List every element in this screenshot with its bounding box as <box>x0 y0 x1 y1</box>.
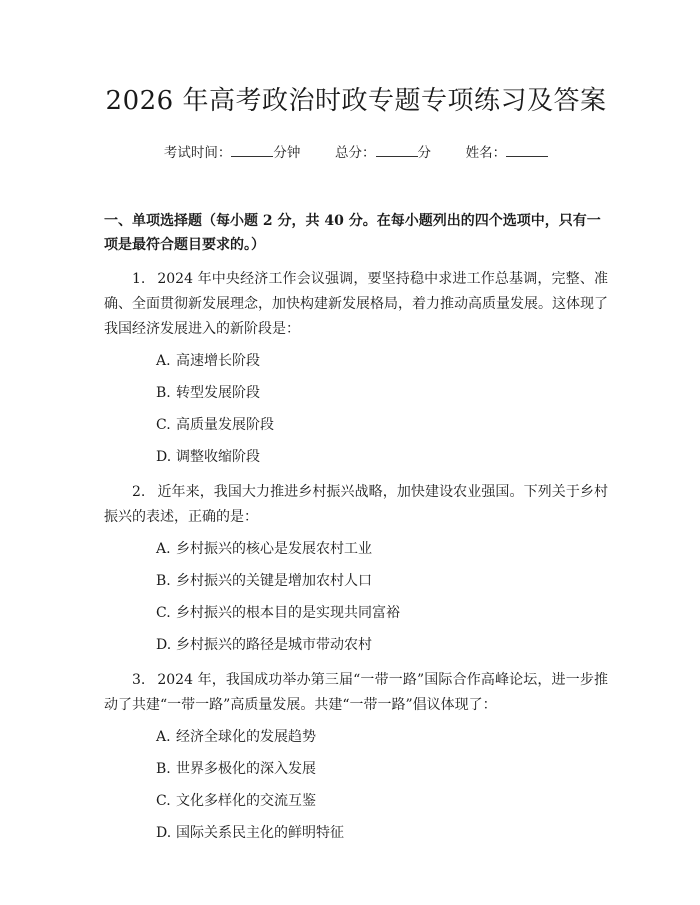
option-b <box>104 757 608 782</box>
time-unit: 分钟 <box>273 145 301 161</box>
time-label: 考试时间： <box>163 145 232 161</box>
question-number: 1. <box>132 271 146 287</box>
question-text: 2024 年，我国成功举办第三届“一带一路”国际合作高峰论坛，进一步推动了共建“一带一路”高质量发展。共建“一带一路”倡议体现了： <box>104 672 608 713</box>
option-letter: B. <box>156 761 171 777</box>
section-title: 一、单项选择题（每小题 2 分，共 40 分。在每小题列出的四个选项中，只有一项是最符合题目要求的。） <box>104 213 601 253</box>
question-3 <box>104 668 608 718</box>
option-letter: B. <box>156 385 171 401</box>
question-text: 2024 年中央经济工作会议强调，要坚持稳中求进工作总基调，完整、准确、全面贯彻新发展理念，加快构建新发展格局，着力推动高质量发展。这体现了我国经济发展进入的新阶段是： <box>104 271 608 337</box>
option-b <box>104 381 608 406</box>
option-text: 乡村振兴的核心是发展农村工业 <box>176 541 372 557</box>
option-text: 经济全球化的发展趋势 <box>176 729 316 745</box>
question-number: 2. <box>132 484 146 500</box>
option-letter: D. <box>156 637 172 653</box>
option-c <box>104 789 608 814</box>
option-text: 国际关系民主化的鲜明特征 <box>176 825 344 841</box>
option-b <box>104 569 608 594</box>
question-number: 3. <box>132 672 146 688</box>
name-blank <box>506 142 548 157</box>
option-text: 高速增长阶段 <box>176 353 260 369</box>
option-letter: D. <box>156 449 172 465</box>
option-d <box>104 633 608 658</box>
option-d <box>104 821 608 846</box>
option-text: 转型发展阶段 <box>176 385 260 401</box>
option-d <box>104 445 608 470</box>
question-2-options <box>104 537 608 658</box>
score-blank <box>376 142 418 157</box>
score-label: 总分： <box>335 145 376 161</box>
option-text: 高质量发展阶段 <box>176 417 274 433</box>
option-letter: D. <box>156 825 172 841</box>
exam-meta <box>104 142 608 163</box>
question-3-options <box>104 725 608 846</box>
option-text: 世界多极化的深入发展 <box>176 761 316 777</box>
option-a <box>104 537 608 562</box>
option-text: 调整收缩阶段 <box>176 449 260 465</box>
option-letter: A. <box>156 353 171 369</box>
option-a <box>104 349 608 374</box>
option-letter: C. <box>156 417 171 433</box>
option-letter: C. <box>156 605 171 621</box>
option-c <box>104 601 608 626</box>
option-letter: C. <box>156 793 171 809</box>
question-1 <box>104 267 608 342</box>
option-c <box>104 413 608 438</box>
option-letter: A. <box>156 729 171 745</box>
option-text: 乡村振兴的关键是增加农村人口 <box>176 573 372 589</box>
question-text: 近年来，我国大力推进乡村振兴战略，加快建设农业强国。下列关于乡村振兴的表述，正确的是： <box>104 484 608 525</box>
page-title: 2026 年高考政治时政专题专项练习及答案 <box>105 86 607 116</box>
option-letter: B. <box>156 573 171 589</box>
question-1-options <box>104 349 608 470</box>
option-a <box>104 725 608 750</box>
option-text: 乡村振兴的根本目的是实现共同富裕 <box>176 605 400 621</box>
option-letter: A. <box>156 541 171 557</box>
option-text: 文化多样化的交流互鉴 <box>176 793 316 809</box>
time-blank <box>231 142 273 157</box>
name-label: 姓名： <box>465 145 507 161</box>
score-unit: 分 <box>417 145 431 161</box>
option-text: 乡村振兴的路径是城市带动农村 <box>176 637 372 653</box>
question-2 <box>104 480 608 530</box>
